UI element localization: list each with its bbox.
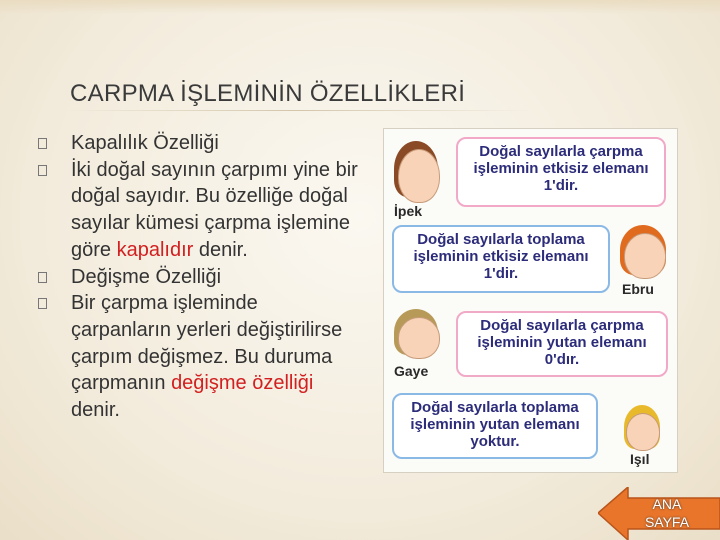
bullet-item-2 xyxy=(38,157,358,264)
speech-bubble: Doğal sayılarla çarpma işleminin etkisiz elemanı 1'dir. xyxy=(456,137,666,207)
bullet-box-icon xyxy=(38,272,47,283)
bullet-item-3 xyxy=(38,264,358,291)
girl-face-icon xyxy=(624,233,666,279)
bullet-item-4 xyxy=(38,290,358,424)
speech-bubble: Doğal sayılarla toplama işleminin yutan elemanı yoktur. xyxy=(392,393,598,459)
character-name: İpek xyxy=(394,203,423,219)
speech-bubble: Doğal sayılarla toplama işleminin etkisiz elemanı 1'dir. xyxy=(392,225,610,293)
character-name: Işıl xyxy=(630,451,650,467)
home-button-label[interactable]: ANA SAYFA xyxy=(644,496,690,530)
bullet-list xyxy=(38,130,358,424)
bullet-text-tail: denir. xyxy=(193,238,248,261)
slide-title: CARPMA İŞLEMİNİN ÖZELLİKLERİ xyxy=(70,80,466,107)
title-divider xyxy=(62,110,532,111)
bullet-item-1 xyxy=(38,130,358,157)
bullet-box-icon xyxy=(38,298,47,309)
highlight-text: değişme özelliği xyxy=(171,372,314,395)
character-name: Ebru xyxy=(622,281,654,297)
bullet-text: Bir çarpma işleminde çarpanların yerleri değiştirilirse çarpım değişmez. Bu duruma çarpmanın xyxy=(71,292,343,395)
girl-face-icon xyxy=(626,413,660,451)
bullet-text: İki doğal sayının çarpımı yine bir doğal sayıdır. Bu özelliğe doğal sayılar kümesi çarpma işlemine göre xyxy=(71,158,358,261)
girl-face-icon xyxy=(398,149,440,203)
top-band xyxy=(0,0,720,14)
bullet-text-tail: denir. xyxy=(71,399,120,422)
bullet-text: Kapalılık Özelliği xyxy=(71,132,219,154)
girl-face-icon xyxy=(398,317,440,359)
bullet-box-icon xyxy=(38,165,47,176)
highlight-text: kapalıdır xyxy=(116,238,194,261)
speech-bubble: Doğal sayılarla çarpma işleminin yutan elemanı 0'dır. xyxy=(456,311,668,377)
character-name: Gaye xyxy=(394,363,429,379)
bullet-box-icon xyxy=(38,138,47,149)
bullet-text: Değişme Özelliği xyxy=(71,265,222,288)
illustration-panel xyxy=(383,128,678,473)
